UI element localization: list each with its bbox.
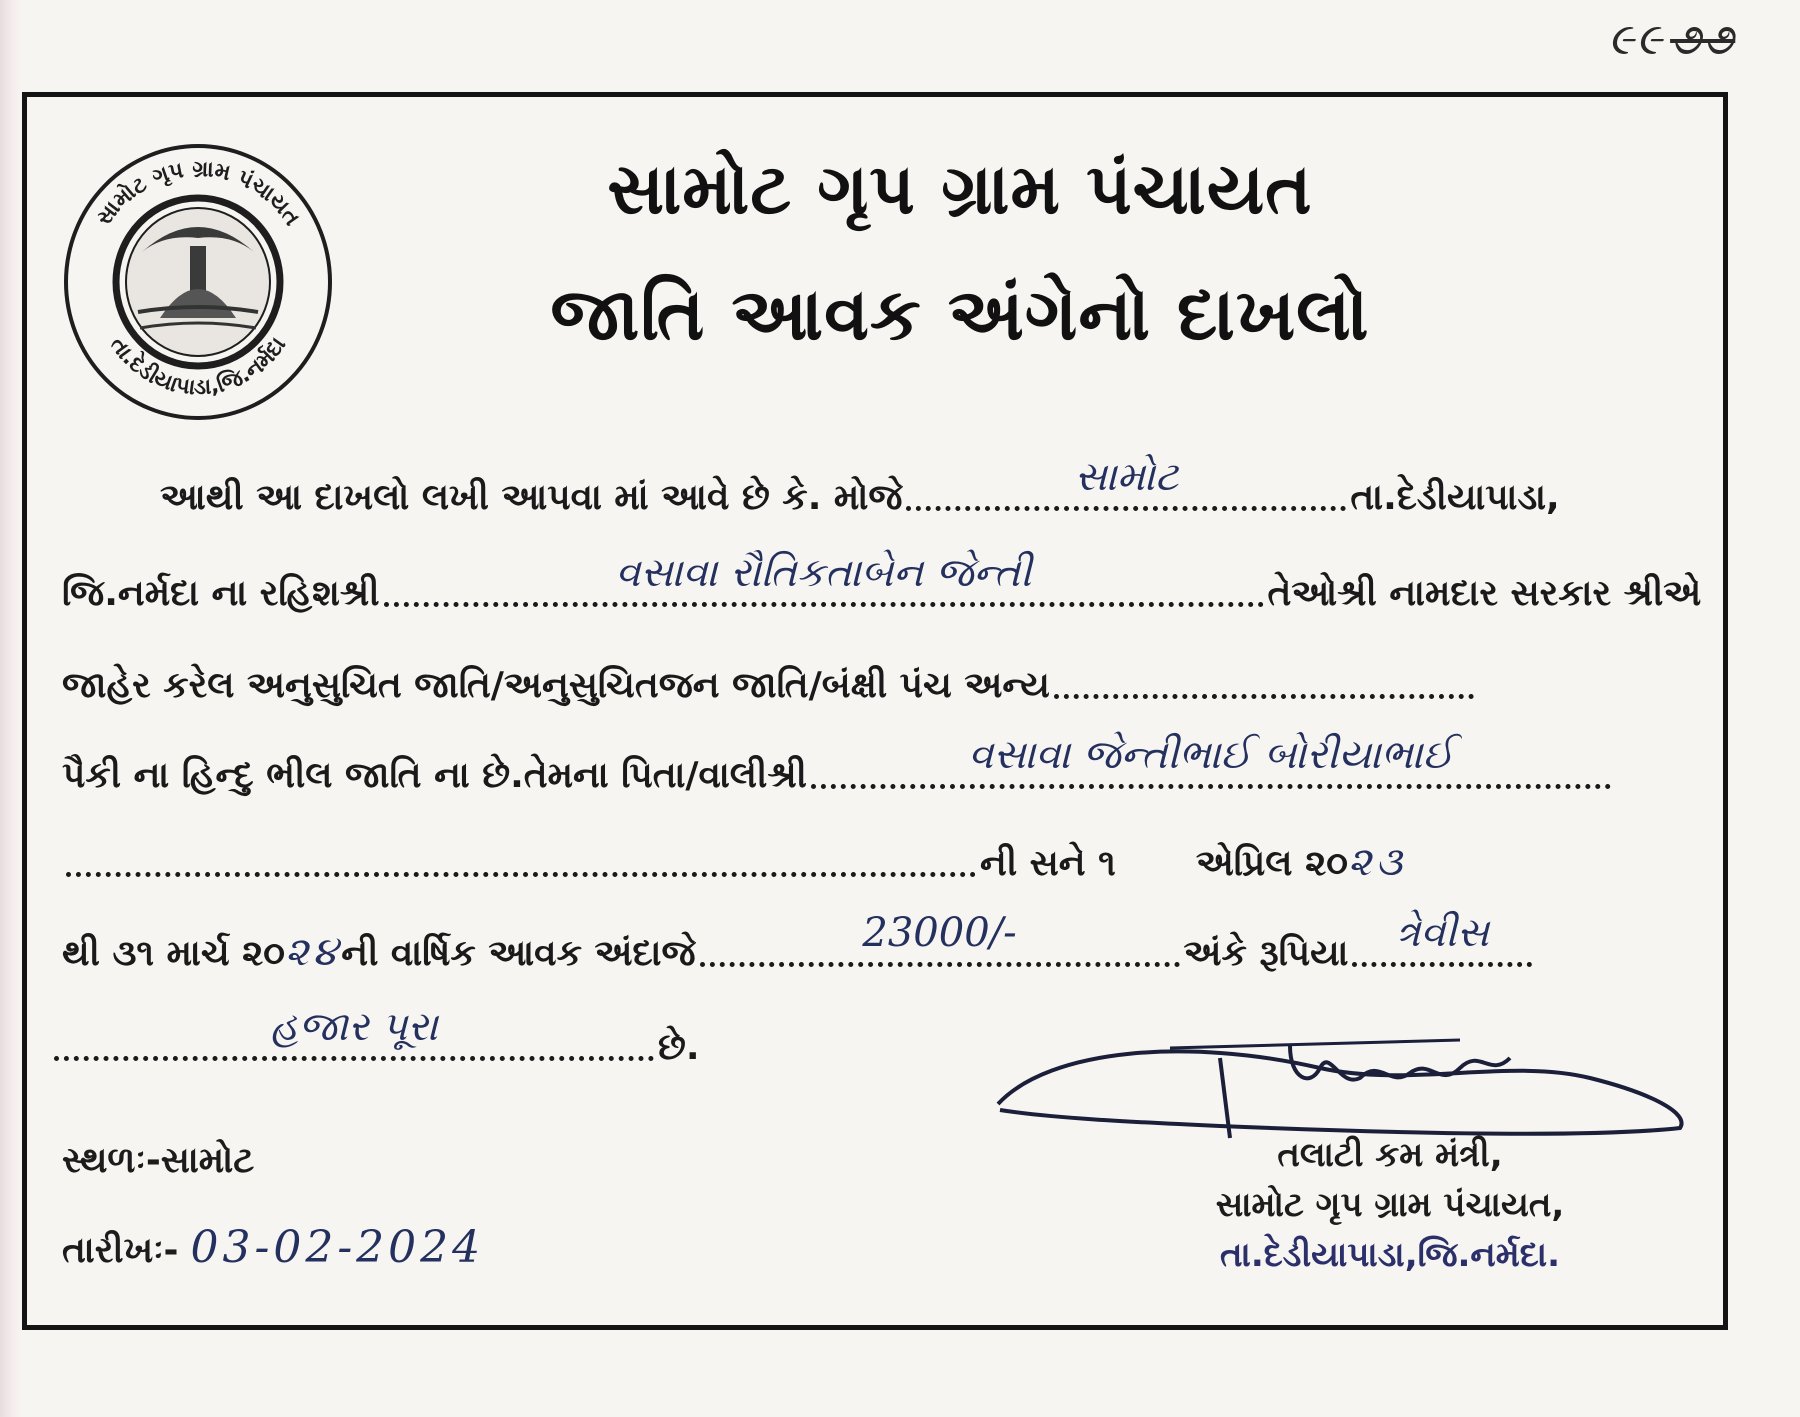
- signatory-block: [1110, 1130, 1670, 1280]
- caste-category-field: [1054, 648, 1474, 699]
- place-label: સ્થળઃ-: [62, 1140, 161, 1181]
- place-value: સામોટ: [160, 1140, 255, 1181]
- paper-edge: [0, 0, 22, 1417]
- date: [62, 1222, 484, 1273]
- seal-text-top: સામોટ ગૃપ ગ્રામ પંચાયત: [91, 156, 305, 231]
- line4-prefix: પૈકી ના હિન્દુ ભીલ જાતિ ના છે.તેમના પિતા/વાલીશ્રી: [62, 755, 807, 796]
- date-label: તારીખઃ-: [62, 1230, 179, 1271]
- body-line-6: [62, 910, 1722, 975]
- amount-words-field-1: [1352, 910, 1532, 967]
- certificate-subtitle: જાતિ આવક અંગેનો દાખલો: [550, 272, 1370, 356]
- amount-words-handwritten-1: ત્રેવીસ: [1395, 910, 1490, 956]
- father-name-handwritten: વસાવા જેન્તીભાઈ બોરીયાભાઈ: [968, 732, 1454, 778]
- body-line-5: [62, 826, 1722, 884]
- amount-words-handwritten-2: હજાર પૂરા: [270, 1004, 438, 1050]
- year-start-handwritten: ૨૩: [1347, 839, 1406, 885]
- body-line-2: [62, 550, 1722, 614]
- body-line-3: [62, 648, 1722, 706]
- line1-prefix: આથી આ દાખલો લખી આપવા માં આવે છે કે. મોજે: [160, 477, 903, 518]
- income-amount-field: [700, 910, 1180, 967]
- line1-suffix: તા.દેડીયાપાડા,: [1350, 477, 1560, 518]
- panchayat-seal: [62, 142, 334, 422]
- continuation-field: [66, 826, 976, 877]
- line3-prefix: જાહેર કરેલ અનુસુચિત જાતિ/અનુસુચિતજન જાતિ/બંક્ષી પંચ અન્ય: [62, 665, 1050, 706]
- place: [62, 1140, 254, 1182]
- village-field: [906, 454, 1346, 511]
- page-number: [1608, 14, 1735, 65]
- income-amount-handwritten: 23000/-: [862, 910, 1017, 956]
- line6-prefix: થી ૩૧ માર્ચ ૨૦: [62, 933, 285, 974]
- signatory-office: સામોટ ગૃપ ગ્રામ પંચાયત,: [1215, 1185, 1565, 1225]
- line7-suffix: છે.: [658, 1027, 700, 1068]
- seal-text-bottom: તા.દેડીયાપાડા,જિ.નર્મદા: [104, 332, 292, 401]
- signatory-location-stamp: તા.દેડીયાપાડા,જિ.નર્મદા.: [1219, 1235, 1561, 1275]
- page-number-struck: ૭૭: [1670, 14, 1736, 65]
- year-start-printed: ૨૦: [1305, 843, 1348, 884]
- signatory-title: તલાટી કમ મંત્રી,: [1277, 1135, 1503, 1175]
- certificate-title: સામોટ ગૃપ ગ્રામ પંચાયત: [607, 148, 1313, 230]
- body-line-4: [62, 732, 1722, 796]
- line2-prefix: જિ.નર્મદા ના રહિશશ્રી: [62, 573, 380, 614]
- line6-suffix: અંકે રૂપિયા: [1183, 933, 1349, 974]
- father-name-field: [811, 732, 1611, 789]
- line6-mid: ની વાર્ષિક આવક અંદાજે: [341, 933, 696, 974]
- year-end-handwritten: ૨૪: [284, 929, 342, 975]
- village-handwritten: સામોટ: [1074, 454, 1179, 500]
- resident-name-handwritten: વસાવા રૌતિકતાબેન જેન્તી: [615, 550, 1032, 596]
- amount-words-field-2: [54, 1004, 654, 1061]
- resident-name-field: [384, 550, 1264, 607]
- date-handwritten: 03-02-2024: [190, 1222, 485, 1273]
- month-start: એપ્રિલ: [1195, 843, 1293, 884]
- body-line-1: [160, 454, 1800, 518]
- line2-suffix: તેઓશ્રી નામદાર સરકાર શ્રીએ: [1267, 573, 1702, 614]
- line5-suffix: ની સને ૧: [980, 843, 1116, 884]
- page-number-value: ૯૯: [1608, 14, 1665, 65]
